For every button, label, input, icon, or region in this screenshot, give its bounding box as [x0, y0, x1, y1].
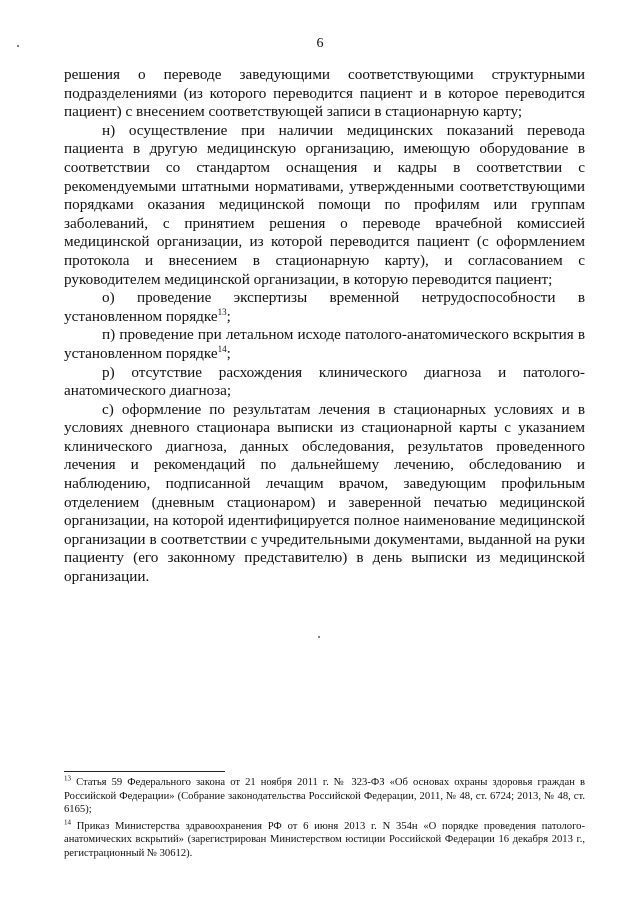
footnote-number: 14	[64, 818, 71, 827]
body-text	[64, 66, 585, 587]
scan-speck	[318, 636, 320, 638]
footnote-ref-13: 13	[217, 306, 227, 317]
footnote-14: $^{14}$ Приказ Министерства здравоохранения РФ от 6 июня 2013 г. N 354н «О порядке проведения патолого-анатомических вскрытий» (зарегистрирован Министерством юстиции Российской Федерации 16 декабря 2013 г., регистрационный № 30612).	[64, 818, 585, 859]
paragraph-item-r: р) отсутствие расхождения клинического диагноза и патолого-анатомического диагноза;	[64, 363, 585, 400]
footnote-separator	[64, 771, 225, 772]
footnote-number: 13	[64, 774, 71, 783]
paragraph-item-n: н) осуществление при наличии медицинских показаний перевода пациента в другую медицинскую организацию, имеющую оборудование в соответствии со стандартом оснащения и кадры в соответствии с рекомендуемыми штатными нормативами, утвержденными соответствующими порядками оказания медицинской помощи по профилям или группам заболеваний, с принятием решения о переводе врачебной комиссией медицинской организации, из которой переводится пациент (с оформлением протокола и внесением в стационарную карту), и согласованием с руководителем медицинской организации, в которую переводится пациент;	[64, 121, 585, 288]
paragraph-item-s: с) оформление по результатам лечения в стационарных условиях и в условиях дневного стационара выписки из стационарной карты с указанием клинического диагноза, данных обследования, результатов проведенного лечения и рекомендаций по дальнейшему лечению, обследованию и наблюдению, подписанной лечащим врачом, заведующим профильным отделением (дневным стационаром) и заверенной печатью медицинской организации, на которой идентифицируется полное наименование медицинской организации в соответствии с учредительными документами, выданной на руки пациенту (его законному представителю) в день выписки из медицинской организации.	[64, 400, 585, 586]
footnote-13: $^{13}$ Статья 59 Федерального закона от 21 ноября 2011 г. № 323-ФЗ «Об основах охраны здоровья граждан в Российской Федерации» (Собрание законодательства Российской Федерации, 2011, № 48, ст. 6724; 2013, № 48, ст. 6165);	[64, 774, 585, 816]
paragraph-continuation: решения о переводе заведующими соответствующими структурными подразделениями (из которого переводится пациент и в которое переводится пациент) с внесением соответствующей записи в стационарную карту;	[64, 66, 585, 121]
paragraph-item-o: о) проведение экспертизы временной нетрудоспособности в установленном порядке$^{13}$;	[64, 289, 585, 325]
page-number: 6	[316, 36, 324, 51]
paragraph-item-p: п) проведение при летальном исходе патолого-анатомического вскрытия в установленном порядке$^{14}$;	[64, 326, 585, 362]
footnote-ref-14: 14	[217, 343, 227, 354]
footnotes	[64, 776, 585, 864]
